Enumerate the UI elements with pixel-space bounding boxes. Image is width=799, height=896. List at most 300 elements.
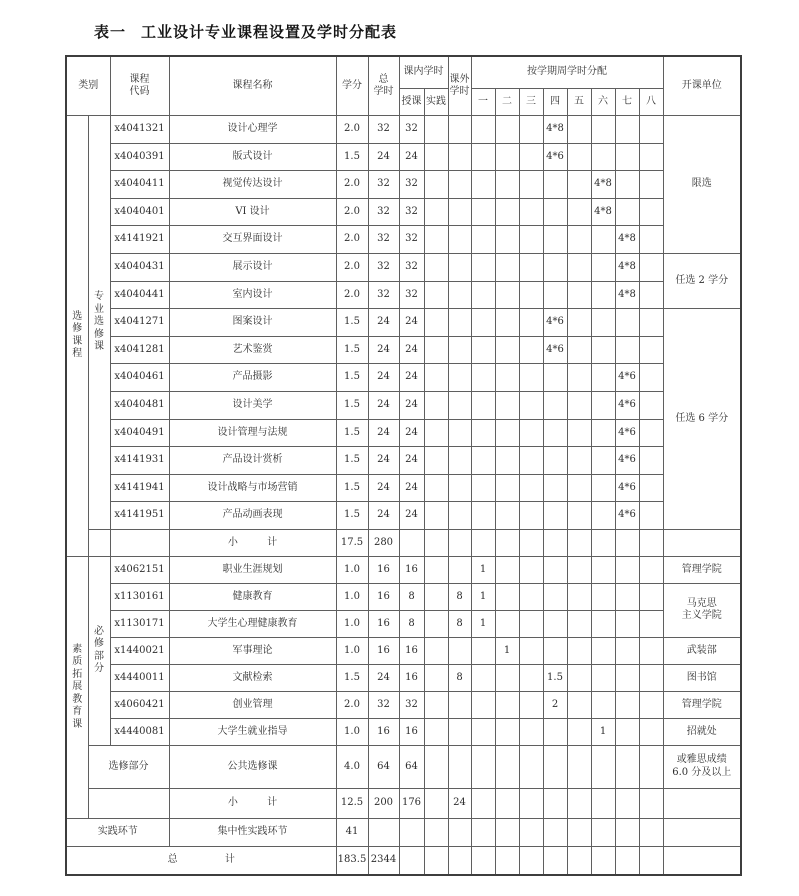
practice-hours-cell: [424, 556, 448, 583]
semester-hours-cell: [543, 502, 567, 530]
course-schedule-table: [65, 55, 742, 876]
lecture-hours-cell: 24: [399, 364, 424, 392]
semester-hours-cell: [567, 281, 591, 309]
semester-hours-cell: [471, 846, 495, 875]
semester-hours-cell: [591, 691, 615, 718]
practice-hours-cell: [424, 336, 448, 364]
lecture-hours-cell: 16: [399, 664, 424, 691]
lecture-hours-cell: 32: [399, 226, 424, 254]
subcategory-cell: [88, 529, 110, 556]
semester-hours-cell: [591, 502, 615, 530]
extra-hours-cell: [448, 198, 471, 226]
unit-cell: 限选: [663, 116, 741, 254]
extra-hours-cell: [448, 502, 471, 530]
course-code-cell: x1440021: [110, 637, 169, 664]
total-hours-cell: 16: [368, 637, 399, 664]
credits-cell: 2.0: [336, 226, 368, 254]
credits-cell: 41: [336, 818, 368, 846]
course-row: [66, 502, 741, 530]
course-name-cell: 集中性实践环节: [169, 818, 336, 846]
semester-hours-cell: [495, 788, 519, 818]
grand-total-row: [66, 846, 741, 875]
semester-hours-cell: 4*6: [615, 474, 639, 502]
semester-hours-cell: [615, 788, 639, 818]
semester-hours-cell: [615, 529, 639, 556]
semester-hours-cell: [591, 447, 615, 475]
semester-hours-cell: [471, 171, 495, 199]
semester-hours-cell: [567, 583, 591, 610]
total-hours-cell: 32: [368, 198, 399, 226]
lecture-hours-cell: 32: [399, 116, 424, 144]
course-name-cell: 文献检索: [169, 664, 336, 691]
semester-hours-cell: [543, 198, 567, 226]
semester-hours-cell: [519, 474, 543, 502]
semester-hours-cell: [639, 664, 663, 691]
course-name-cell: 设计心理学: [169, 116, 336, 144]
semester-hours-cell: [591, 788, 615, 818]
semester-hours-cell: [519, 116, 543, 144]
semester-hours-cell: [495, 818, 519, 846]
credits-cell: 1.0: [336, 637, 368, 664]
course-code-cell: x4041321: [110, 116, 169, 144]
semester-hours-cell: [543, 556, 567, 583]
semester-hours-cell: [543, 529, 567, 556]
semester-hours-cell: [639, 556, 663, 583]
credits-cell: 1.5: [336, 419, 368, 447]
semester-hours-cell: [567, 391, 591, 419]
header-semester-1: 一: [471, 89, 495, 116]
course-row: [66, 474, 741, 502]
course-name-cell: 版式设计: [169, 143, 336, 171]
practice-hours-cell: [424, 718, 448, 745]
extra-hours-cell: [448, 637, 471, 664]
semester-hours-cell: [567, 226, 591, 254]
course-code-cell: x4141941: [110, 474, 169, 502]
semester-hours-cell: [543, 718, 567, 745]
semester-hours-cell: [519, 143, 543, 171]
total-hours-cell: 24: [368, 419, 399, 447]
credits-cell: 1.5: [336, 364, 368, 392]
semester-hours-cell: 4*8: [591, 171, 615, 199]
semester-hours-cell: [639, 610, 663, 637]
subtotal-spacer-cell: [88, 788, 169, 818]
lecture-hours-cell: [399, 818, 424, 846]
semester-hours-cell: [639, 171, 663, 199]
semester-hours-cell: [591, 253, 615, 281]
header-weekly-hours: 按学期周学时分配: [471, 56, 663, 89]
unit-cell: 任选 6 学分: [663, 309, 741, 530]
semester-hours-cell: [495, 529, 519, 556]
header-row-1: [66, 56, 741, 89]
lecture-hours-cell: 24: [399, 474, 424, 502]
lecture-hours-cell: 32: [399, 171, 424, 199]
semester-hours-cell: [471, 116, 495, 144]
semester-hours-cell: [639, 529, 663, 556]
lecture-hours-cell: 24: [399, 391, 424, 419]
unit-cell: [663, 846, 741, 875]
semester-hours-cell: [495, 143, 519, 171]
semester-hours-cell: [639, 336, 663, 364]
total-hours-cell: 32: [368, 226, 399, 254]
semester-hours-cell: [519, 556, 543, 583]
semester-hours-cell: [519, 419, 543, 447]
semester-hours-cell: [567, 198, 591, 226]
course-row: [66, 556, 741, 583]
lecture-hours-cell: 24: [399, 309, 424, 337]
total-hours-cell: 24: [368, 336, 399, 364]
semester-hours-cell: [567, 745, 591, 788]
extra-hours-cell: [448, 253, 471, 281]
semester-hours-cell: [591, 336, 615, 364]
semester-hours-cell: [495, 474, 519, 502]
total-hours-cell: 2344: [368, 846, 399, 875]
header-credits: 学分: [336, 56, 368, 116]
semester-hours-cell: [519, 336, 543, 364]
practice-hours-cell: [424, 281, 448, 309]
course-code-cell: x4040411: [110, 171, 169, 199]
semester-hours-cell: [591, 309, 615, 337]
total-hours-cell: 64: [368, 745, 399, 788]
semester-hours-cell: [519, 718, 543, 745]
semester-hours-cell: [615, 664, 639, 691]
semester-hours-cell: 4*8: [615, 281, 639, 309]
lecture-hours-cell: 24: [399, 143, 424, 171]
course-name-cell: 创业管理: [169, 691, 336, 718]
semester-hours-cell: [591, 583, 615, 610]
course-row: [66, 281, 741, 309]
semester-hours-cell: 1.5: [543, 664, 567, 691]
semester-hours-cell: [519, 846, 543, 875]
semester-hours-cell: [615, 718, 639, 745]
header-practice: 实践: [424, 89, 448, 116]
semester-hours-cell: [471, 336, 495, 364]
semester-hours-cell: [591, 143, 615, 171]
credits-cell: 2.0: [336, 198, 368, 226]
semester-hours-cell: [543, 610, 567, 637]
semester-hours-cell: [567, 664, 591, 691]
semester-hours-cell: [567, 788, 591, 818]
subtotal-row: [66, 788, 741, 818]
semester-hours-cell: [591, 391, 615, 419]
semester-hours-cell: [495, 691, 519, 718]
unit-cell: 或雅思成绩 6.0 分及以上: [663, 745, 741, 788]
course-name-cell: 健康教育: [169, 583, 336, 610]
header-semester-2: 二: [495, 89, 519, 116]
semester-hours-cell: [567, 143, 591, 171]
course-code-cell: x4060421: [110, 691, 169, 718]
extra-hours-cell: [448, 364, 471, 392]
course-code-cell: x4040431: [110, 253, 169, 281]
course-row: [66, 610, 741, 637]
credits-cell: 2.0: [336, 281, 368, 309]
semester-hours-cell: [519, 226, 543, 254]
semester-hours-cell: [639, 419, 663, 447]
semester-hours-cell: 4*6: [615, 391, 639, 419]
course-name-cell: 艺术鉴赏: [169, 336, 336, 364]
semester-hours-cell: [519, 745, 543, 788]
course-row: [66, 116, 741, 144]
course-code-cell: x4040391: [110, 143, 169, 171]
semester-hours-cell: [495, 198, 519, 226]
semester-hours-cell: [639, 364, 663, 392]
practice-hours-cell: [424, 309, 448, 337]
course-row: [66, 253, 741, 281]
credits-cell: 1.5: [336, 391, 368, 419]
semester-hours-cell: [591, 116, 615, 144]
semester-hours-cell: [567, 556, 591, 583]
course-row: [66, 419, 741, 447]
semester-hours-cell: [615, 691, 639, 718]
semester-hours-cell: [519, 253, 543, 281]
semester-hours-cell: 1: [495, 637, 519, 664]
semester-hours-cell: 4*8: [615, 226, 639, 254]
course-row: [66, 447, 741, 475]
semester-hours-cell: [471, 788, 495, 818]
semester-hours-cell: [543, 474, 567, 502]
semester-hours-cell: [591, 664, 615, 691]
semester-hours-cell: 4*8: [591, 198, 615, 226]
lecture-hours-cell: 16: [399, 637, 424, 664]
semester-hours-cell: [471, 529, 495, 556]
course-code-cell: x4440081: [110, 718, 169, 745]
practice-hours-cell: [424, 171, 448, 199]
semester-hours-cell: [615, 336, 639, 364]
semester-hours-cell: [639, 474, 663, 502]
course-row: [66, 143, 741, 171]
practice-hours-cell: [424, 637, 448, 664]
semester-hours-cell: [543, 364, 567, 392]
unit-cell: [663, 529, 741, 556]
elective-part-label: 选修部分: [88, 745, 169, 788]
semester-hours-cell: [639, 391, 663, 419]
semester-hours-cell: [591, 610, 615, 637]
credits-cell: 1.5: [336, 447, 368, 475]
semester-hours-cell: [471, 226, 495, 254]
unit-cell: [663, 788, 741, 818]
unit-cell: 武装部: [663, 637, 741, 664]
credits-cell: 17.5: [336, 529, 368, 556]
practice-row: [66, 818, 741, 846]
total-hours-cell: 32: [368, 171, 399, 199]
total-hours-cell: 24: [368, 474, 399, 502]
total-hours-cell: 24: [368, 502, 399, 530]
course-row: [66, 391, 741, 419]
semester-hours-cell: [543, 788, 567, 818]
practice-hours-cell: [424, 691, 448, 718]
extra-hours-cell: [448, 309, 471, 337]
extra-hours-cell: 8: [448, 664, 471, 691]
semester-hours-cell: [471, 447, 495, 475]
course-code-cell: x4141921: [110, 226, 169, 254]
semester-hours-cell: [567, 419, 591, 447]
credits-cell: 2.0: [336, 253, 368, 281]
semester-hours-cell: [471, 718, 495, 745]
lecture-hours-cell: 16: [399, 718, 424, 745]
unit-cell: 马克思 主义学院: [663, 583, 741, 637]
practice-hours-cell: [424, 253, 448, 281]
total-hours-cell: 24: [368, 364, 399, 392]
course-row: [66, 336, 741, 364]
extra-hours-cell: [448, 336, 471, 364]
header-semester-4: 四: [543, 89, 567, 116]
header-semester-6: 六: [591, 89, 615, 116]
semester-hours-cell: [471, 419, 495, 447]
semester-hours-cell: [495, 502, 519, 530]
credits-cell: 2.0: [336, 116, 368, 144]
lecture-hours-cell: [399, 846, 424, 875]
semester-hours-cell: [639, 818, 663, 846]
semester-hours-cell: 4*6: [543, 309, 567, 337]
semester-hours-cell: [495, 253, 519, 281]
semester-hours-cell: [543, 846, 567, 875]
semester-hours-cell: 1: [471, 610, 495, 637]
semester-hours-cell: [495, 419, 519, 447]
category-cell: 选 修 课 程: [66, 116, 88, 557]
course-name-cell: 设计管理与法规: [169, 419, 336, 447]
semester-hours-cell: [567, 818, 591, 846]
practice-hours-cell: [424, 664, 448, 691]
semester-hours-cell: [615, 846, 639, 875]
course-name-cell: 设计美学: [169, 391, 336, 419]
elective-part-row: [66, 745, 741, 788]
credits-cell: 1.5: [336, 309, 368, 337]
semester-hours-cell: [567, 502, 591, 530]
semester-hours-cell: 4*6: [543, 143, 567, 171]
semester-hours-cell: [495, 364, 519, 392]
total-hours-cell: 24: [368, 664, 399, 691]
semester-hours-cell: [567, 447, 591, 475]
semester-hours-cell: [471, 198, 495, 226]
semester-hours-cell: [495, 226, 519, 254]
subtotal-row: [66, 529, 741, 556]
lecture-hours-cell: 32: [399, 198, 424, 226]
extra-hours-cell: [448, 226, 471, 254]
semester-hours-cell: [591, 818, 615, 846]
semester-hours-cell: [639, 226, 663, 254]
total-hours-cell: 16: [368, 556, 399, 583]
lecture-hours-cell: 64: [399, 745, 424, 788]
practice-hours-cell: [424, 447, 448, 475]
semester-hours-cell: [519, 309, 543, 337]
practice-hours-cell: [424, 610, 448, 637]
lecture-hours-cell: [399, 529, 424, 556]
semester-hours-cell: [639, 116, 663, 144]
header-extra-hours: 课外 学时: [448, 56, 471, 116]
lecture-hours-cell: 32: [399, 281, 424, 309]
semester-hours-cell: [495, 583, 519, 610]
extra-hours-cell: [448, 846, 471, 875]
semester-hours-cell: [519, 281, 543, 309]
semester-hours-cell: [567, 474, 591, 502]
semester-hours-cell: [591, 556, 615, 583]
extra-hours-cell: [448, 718, 471, 745]
practice-hours-cell: [424, 419, 448, 447]
semester-hours-cell: [639, 502, 663, 530]
semester-hours-cell: [543, 637, 567, 664]
semester-hours-cell: [591, 281, 615, 309]
practice-hours-cell: [424, 818, 448, 846]
semester-hours-cell: [519, 691, 543, 718]
extra-hours-cell: 24: [448, 788, 471, 818]
course-row: [66, 664, 741, 691]
extra-hours-cell: [448, 818, 471, 846]
semester-hours-cell: [567, 529, 591, 556]
semester-hours-cell: [471, 637, 495, 664]
semester-hours-cell: 1: [471, 583, 495, 610]
total-hours-cell: 32: [368, 116, 399, 144]
semester-hours-cell: [543, 583, 567, 610]
semester-hours-cell: [615, 309, 639, 337]
unit-cell: 图书馆: [663, 664, 741, 691]
grand-total-label: 总 计: [66, 846, 336, 875]
semester-hours-cell: [615, 745, 639, 788]
practice-label: 实践环节: [66, 818, 169, 846]
semester-hours-cell: [519, 502, 543, 530]
unit-cell: 招就处: [663, 718, 741, 745]
semester-hours-cell: [471, 745, 495, 788]
semester-hours-cell: [471, 502, 495, 530]
course-row: [66, 718, 741, 745]
semester-hours-cell: [519, 391, 543, 419]
extra-hours-cell: [448, 447, 471, 475]
total-hours-cell: 24: [368, 309, 399, 337]
course-code-cell: x4141931: [110, 447, 169, 475]
credits-cell: 1.5: [336, 143, 368, 171]
practice-hours-cell: [424, 788, 448, 818]
semester-hours-cell: [495, 745, 519, 788]
course-code-cell: x4040491: [110, 419, 169, 447]
semester-hours-cell: [495, 664, 519, 691]
credits-cell: 1.0: [336, 583, 368, 610]
extra-hours-cell: [448, 745, 471, 788]
semester-hours-cell: [615, 171, 639, 199]
semester-hours-cell: [519, 818, 543, 846]
course-name-cell: 大学生心理健康教育: [169, 610, 336, 637]
course-code-cell: x4040401: [110, 198, 169, 226]
semester-hours-cell: [567, 309, 591, 337]
unit-cell: 管理学院: [663, 556, 741, 583]
semester-hours-cell: [639, 718, 663, 745]
lecture-hours-cell: 24: [399, 502, 424, 530]
semester-hours-cell: [639, 281, 663, 309]
semester-hours-cell: [567, 610, 591, 637]
semester-hours-cell: [567, 336, 591, 364]
course-name-cell: 大学生就业指导: [169, 718, 336, 745]
semester-hours-cell: [543, 391, 567, 419]
semester-hours-cell: [591, 745, 615, 788]
credits-cell: 2.0: [336, 171, 368, 199]
course-row: [66, 364, 741, 392]
course-row: [66, 691, 741, 718]
extra-hours-cell: [448, 691, 471, 718]
semester-hours-cell: [519, 583, 543, 610]
semester-hours-cell: [543, 253, 567, 281]
semester-hours-cell: [471, 143, 495, 171]
semester-hours-cell: [567, 171, 591, 199]
course-name-cell: 产品摄影: [169, 364, 336, 392]
course-row: [66, 583, 741, 610]
semester-hours-cell: [639, 788, 663, 818]
unit-cell: 管理学院: [663, 691, 741, 718]
extra-hours-cell: [448, 556, 471, 583]
semester-hours-cell: [639, 198, 663, 226]
subtotal-label: 小 计: [169, 788, 336, 818]
semester-hours-cell: [615, 818, 639, 846]
course-row: [66, 226, 741, 254]
semester-hours-cell: [519, 788, 543, 818]
credits-cell: 183.5: [336, 846, 368, 875]
semester-hours-cell: [471, 391, 495, 419]
